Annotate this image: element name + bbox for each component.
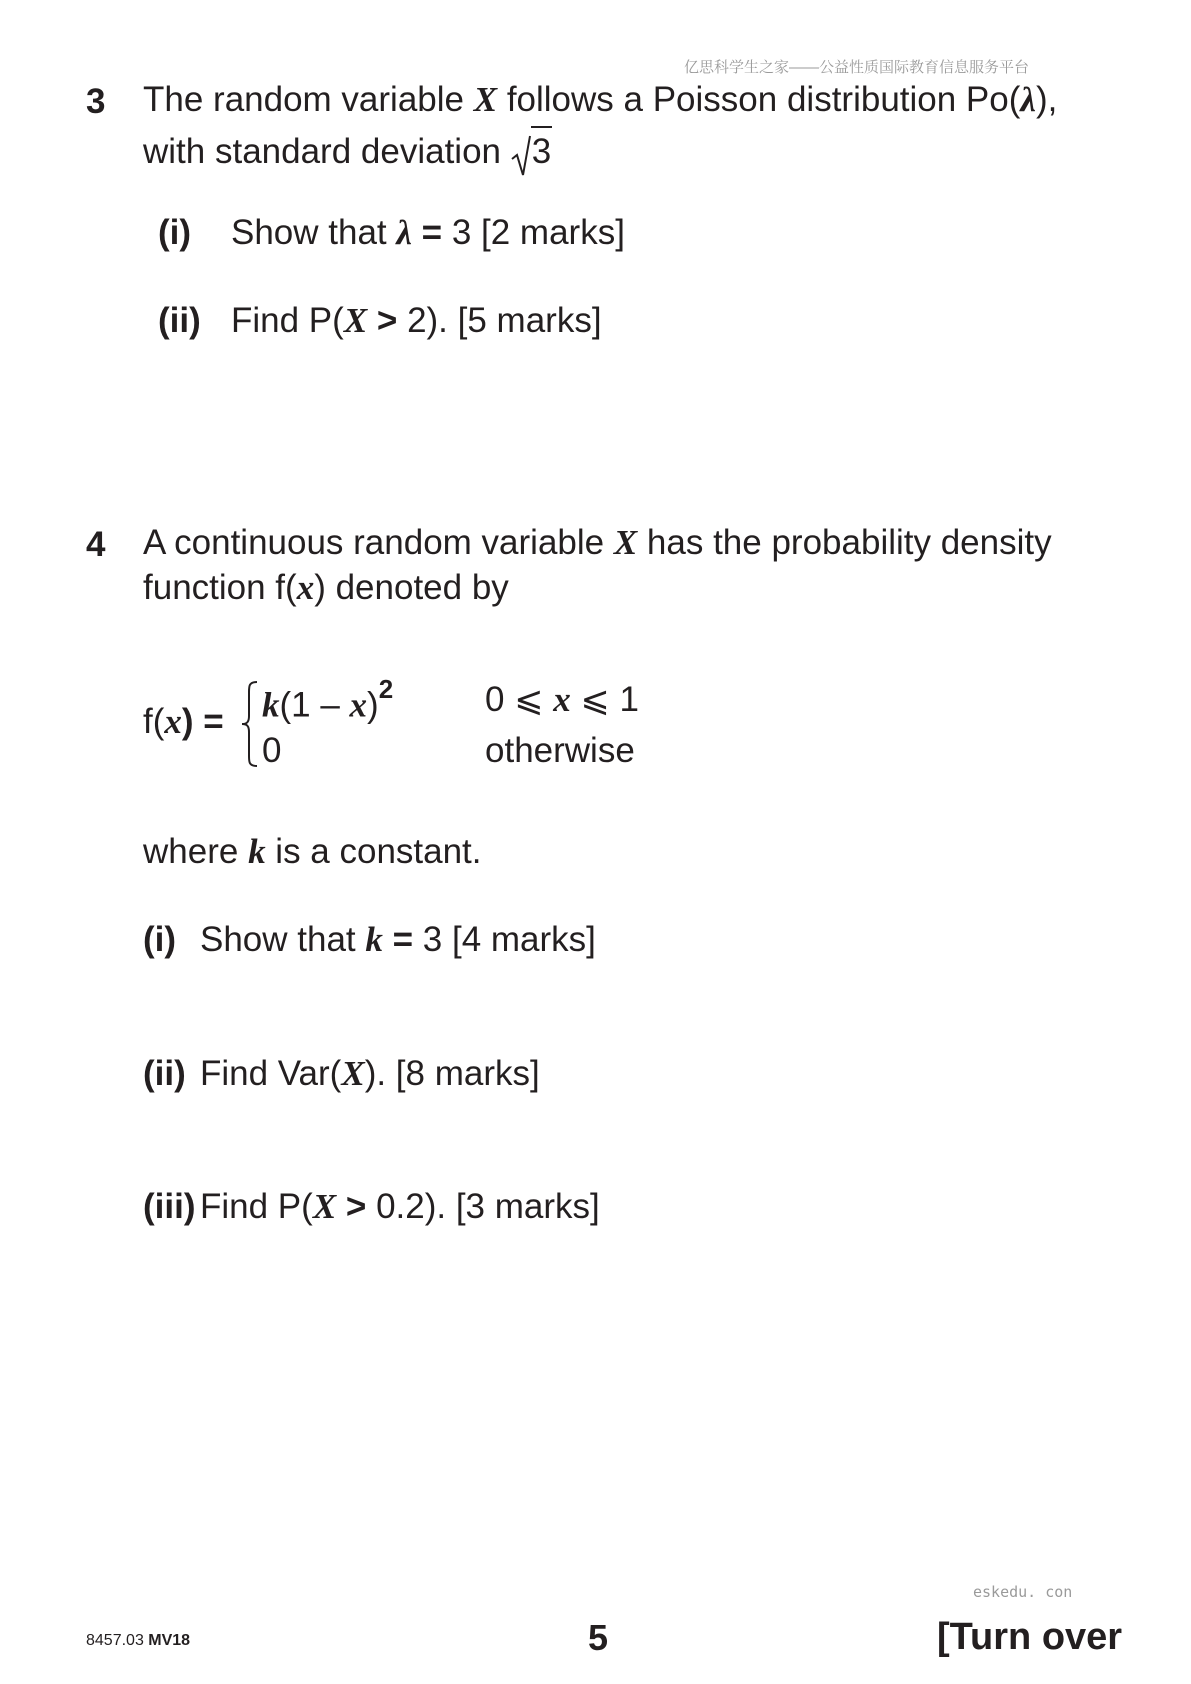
page-number: 5 bbox=[588, 1617, 609, 1658]
q4-part-ii-text bbox=[200, 1056, 540, 1091]
variable-k: k bbox=[365, 920, 383, 959]
pdf-lhs-text: f( bbox=[143, 702, 165, 741]
paper-code-series: MV18 bbox=[148, 1632, 191, 1649]
q3-text: with standard deviation bbox=[143, 132, 511, 171]
pdf-case-1-condition bbox=[485, 682, 639, 717]
question-3-line-2 bbox=[143, 126, 552, 177]
case-1-cond-text: ⩽ 1 bbox=[570, 680, 639, 719]
paper-code bbox=[86, 1632, 190, 1650]
q4-part-iii-text bbox=[200, 1189, 600, 1224]
watermark-header: 亿思科学生之家——公益性质国际教育信息服务平台 bbox=[684, 59, 1030, 76]
lambda-symbol: λ bbox=[1020, 80, 1036, 119]
pdf-case-1-expression bbox=[262, 674, 394, 725]
left-brace-icon bbox=[240, 680, 260, 768]
q3-part-i-label: (i) bbox=[158, 213, 192, 252]
variable-X: X bbox=[312, 1187, 337, 1226]
q4-text: ) denoted by bbox=[314, 568, 509, 607]
q3-i-text: 3 [2 marks] bbox=[451, 213, 625, 252]
variable-x: x bbox=[553, 680, 571, 719]
exponent: 2 bbox=[378, 674, 394, 704]
question-3-line-1 bbox=[143, 82, 1057, 117]
variable-X: X bbox=[341, 1054, 365, 1093]
turn-over-label: [Turn over bbox=[937, 1616, 1123, 1658]
q4-part-ii-label: (ii) bbox=[143, 1054, 186, 1093]
pdf-case-2-expression: 0 bbox=[262, 731, 282, 770]
equals-sign: = bbox=[411, 213, 452, 252]
greater-than-sign: > bbox=[367, 301, 408, 340]
q4-part-i-label: (i) bbox=[143, 920, 177, 959]
question-4-number: 4 bbox=[86, 525, 106, 564]
variable-X: X bbox=[473, 80, 498, 119]
variable-x: x bbox=[164, 702, 182, 741]
q4-i-text: 3 [4 marks] bbox=[422, 920, 596, 959]
question-4-line-2 bbox=[143, 570, 509, 605]
q3-ii-text: Find P( bbox=[231, 301, 344, 340]
case-1-cond-text: 0 ⩽ bbox=[485, 680, 554, 719]
question-3-number: 3 bbox=[86, 82, 106, 121]
q3-text: The random variable bbox=[143, 80, 474, 119]
where-k-constant bbox=[143, 834, 482, 869]
variable-X: X bbox=[343, 301, 368, 340]
variable-x: x bbox=[349, 685, 368, 725]
paper-code-number: 8457.03 bbox=[86, 1632, 149, 1649]
q4-ii-text: ). [8 marks] bbox=[364, 1054, 540, 1093]
variable-k: k bbox=[262, 685, 280, 725]
q4-text: function f( bbox=[143, 568, 297, 607]
where-text: is a constant. bbox=[265, 832, 482, 871]
q3-part-ii-text bbox=[231, 303, 602, 338]
q4-iii-text: Find P( bbox=[200, 1187, 313, 1226]
variable-k: k bbox=[248, 832, 266, 871]
question-4-line-1 bbox=[143, 525, 1052, 560]
q4-ii-text: Find Var( bbox=[200, 1054, 342, 1093]
q3-text: follows a Poisson distribution Po( bbox=[497, 80, 1021, 119]
q4-text: has the probability density bbox=[637, 523, 1052, 562]
case-1-text: ) bbox=[367, 685, 379, 725]
square-root bbox=[511, 126, 552, 177]
pdf-case-2-condition: otherwise bbox=[485, 731, 635, 770]
q4-i-text: Show that bbox=[200, 920, 366, 959]
pdf-lhs bbox=[143, 704, 233, 739]
q3-i-text: Show that bbox=[231, 213, 397, 252]
q4-iii-text: 0.2). [3 marks] bbox=[376, 1187, 600, 1226]
variable-x: x bbox=[296, 568, 315, 607]
q3-part-ii-label: (ii) bbox=[158, 301, 201, 340]
lambda-symbol: λ bbox=[396, 213, 412, 252]
q3-text: ), bbox=[1035, 80, 1058, 119]
equals-sign: = bbox=[382, 920, 423, 959]
where-text: where bbox=[143, 832, 249, 871]
q4-text: A continuous random variable bbox=[143, 523, 614, 562]
watermark-footer: eskedu. con bbox=[973, 1583, 1073, 1601]
radical-sign-icon bbox=[511, 135, 531, 177]
q4-part-i-text bbox=[200, 922, 596, 957]
q3-part-i-text bbox=[231, 215, 625, 250]
sqrt-argument: 3 bbox=[531, 126, 552, 169]
pdf-lhs-equals: ) = bbox=[181, 702, 234, 741]
greater-than-sign: > bbox=[336, 1187, 377, 1226]
q3-ii-text: 2). [5 marks] bbox=[407, 301, 602, 340]
variable-X: X bbox=[613, 523, 638, 562]
q4-part-iii-label: (iii) bbox=[143, 1187, 196, 1226]
case-1-text: (1 – bbox=[279, 685, 350, 725]
